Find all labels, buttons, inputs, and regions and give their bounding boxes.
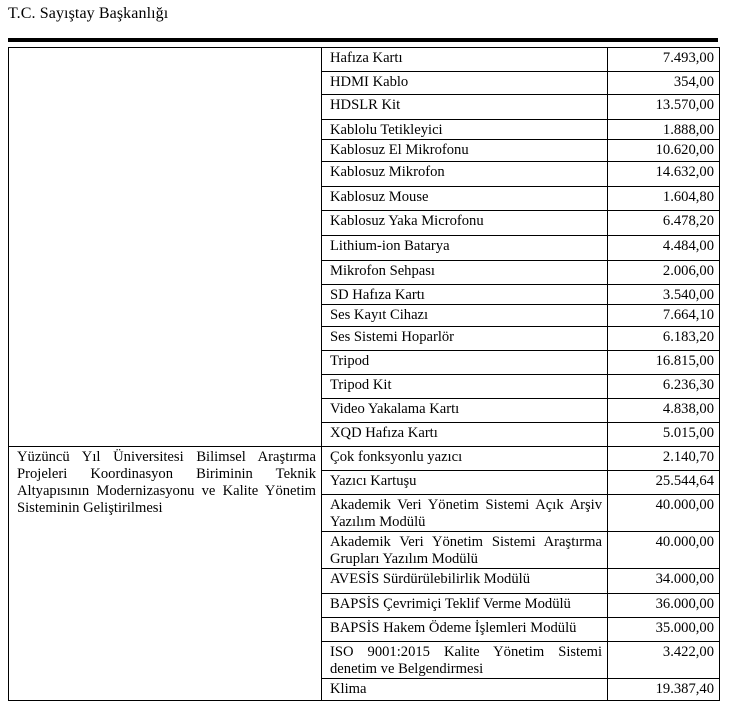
item-name-cell: XQD Hafıza Kartı <box>322 423 608 447</box>
item-name-cell: HDMI Kablo <box>322 72 608 95</box>
item-amount-cell: 10.620,00 <box>608 140 720 162</box>
project-name-cell <box>9 48 322 447</box>
item-amount-cell: 40.000,00 <box>608 532 720 569</box>
item-amount-cell: 36.000,00 <box>608 594 720 618</box>
item-amount-cell: 1.888,00 <box>608 120 720 140</box>
item-name-cell: HDSLR Kit <box>322 95 608 120</box>
item-name-cell: Mikrofon Sehpası <box>322 261 608 285</box>
item-name-cell: Ses Kayıt Cihazı <box>322 305 608 327</box>
item-amount-cell: 7.664,10 <box>608 305 720 327</box>
item-amount-cell: 3.540,00 <box>608 285 720 305</box>
item-name-cell: BAPSİS Hakem Ödeme İşlemleri Modülü <box>322 618 608 642</box>
item-amount-cell: 354,00 <box>608 72 720 95</box>
item-name-cell: Çok fonksyonlu yazıcı <box>322 447 608 471</box>
item-amount-cell: 7.493,00 <box>608 48 720 72</box>
project-name-cell: Yüzüncü Yıl Üniversitesi Bilimsel Araştırma Projeleri Koordinasyon Biriminin Teknik Altyapısının Modernizasyonu ve Kalite Yönetim Sisteminin Geliştirilmesi <box>9 447 322 701</box>
item-name-cell: Kablosuz El Mikrofonu <box>322 140 608 162</box>
item-amount-cell: 35.000,00 <box>608 618 720 642</box>
equipment-cost-table <box>8 47 720 701</box>
page-header-title: T.C. Sayıştay Başkanlığı <box>8 5 169 22</box>
item-amount-cell: 14.632,00 <box>608 162 720 187</box>
item-name-cell: Kablosuz Mouse <box>322 187 608 211</box>
item-name-cell: Tripod <box>322 351 608 375</box>
item-amount-cell: 1.604,80 <box>608 187 720 211</box>
item-name-cell: Yazıcı Kartuşu <box>322 471 608 495</box>
item-amount-cell: 6.183,20 <box>608 327 720 351</box>
table-row <box>9 447 720 471</box>
item-amount-cell: 2.140,70 <box>608 447 720 471</box>
item-name-cell: Klima <box>322 679 608 701</box>
item-name-cell: BAPSİS Çevrimiçi Teklif Verme Modülü <box>322 594 608 618</box>
item-name-cell: Kablolu Tetikleyici <box>322 120 608 140</box>
item-name-cell: Kablosuz Mikrofon <box>322 162 608 187</box>
item-amount-cell: 5.015,00 <box>608 423 720 447</box>
item-amount-cell: 13.570,00 <box>608 95 720 120</box>
item-name-cell: SD Hafıza Kartı <box>322 285 608 305</box>
item-amount-cell: 40.000,00 <box>608 495 720 532</box>
item-name-cell: Hafıza Kartı <box>322 48 608 72</box>
item-name-cell: Video Yakalama Kartı <box>322 399 608 423</box>
item-amount-cell: 34.000,00 <box>608 569 720 594</box>
table-row <box>9 48 720 72</box>
item-amount-cell: 3.422,00 <box>608 642 720 679</box>
item-amount-cell: 6.478,20 <box>608 211 720 236</box>
item-amount-cell: 6.236,30 <box>608 375 720 399</box>
item-name-cell: Akademik Veri Yönetim Sistemi Açık Arşiv Yazılım Modülü <box>322 495 608 532</box>
item-name-cell: ISO 9001:2015 Kalite Yönetim Sistemi denetim ve Belgendirmesi <box>322 642 608 679</box>
item-amount-cell: 16.815,00 <box>608 351 720 375</box>
header-divider <box>8 38 718 42</box>
item-amount-cell: 4.484,00 <box>608 236 720 261</box>
item-name-cell: Lithium-ion Batarya <box>322 236 608 261</box>
item-name-cell: Ses Sistemi Hoparlör <box>322 327 608 351</box>
item-amount-cell: 4.838,00 <box>608 399 720 423</box>
item-name-cell: Tripod Kit <box>322 375 608 399</box>
item-name-cell: Akademik Veri Yönetim Sistemi Araştırma Grupları Yazılım Modülü <box>322 532 608 569</box>
item-amount-cell: 19.387,40 <box>608 679 720 701</box>
item-name-cell: Kablosuz Yaka Microfonu <box>322 211 608 236</box>
item-amount-cell: 2.006,00 <box>608 261 720 285</box>
item-amount-cell: 25.544,64 <box>608 471 720 495</box>
item-name-cell: AVESİS Sürdürülebilirlik Modülü <box>322 569 608 594</box>
